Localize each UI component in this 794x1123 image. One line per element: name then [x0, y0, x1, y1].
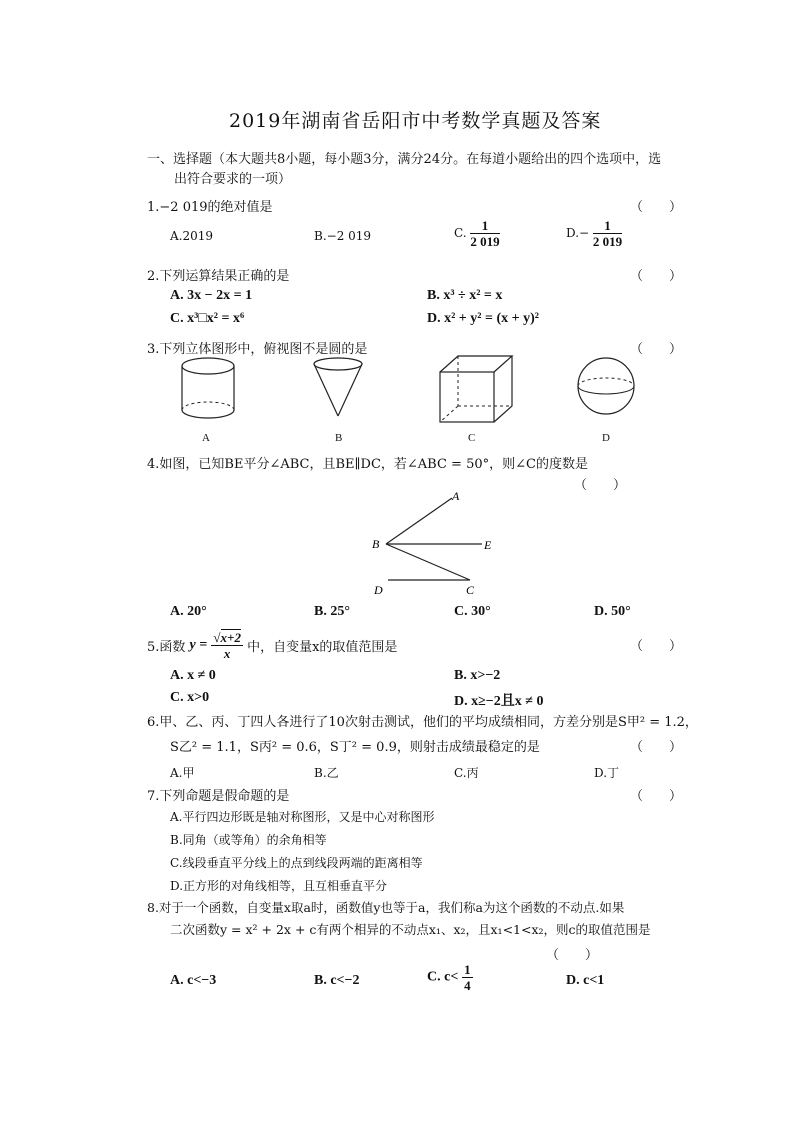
- q2-option-d: D. x² + y² = (x + y)²: [427, 311, 539, 326]
- q2-option-c: C. x³□x² = x⁶: [170, 311, 245, 326]
- q1-option-d-denominator: 2 019: [592, 234, 623, 249]
- sqrt-icon: √: [213, 630, 221, 645]
- q4-option-d: D. 50°: [594, 604, 631, 619]
- cylinder-figure: [176, 354, 240, 426]
- q8-option-d: D. c<1: [566, 973, 605, 988]
- q7-option-a: A.平行四边形既是轴对称图形，又是中心对称图形: [170, 810, 435, 824]
- q4-option-b: B. 25°: [314, 604, 350, 619]
- q1-option-c-fraction: [470, 218, 499, 249]
- q6-option-d: D.丁: [594, 766, 620, 780]
- q1-option-d-prefix: D.−: [566, 226, 590, 240]
- q8-answer-paren: （ ）: [546, 948, 599, 963]
- point-e-label: E: [484, 538, 492, 552]
- q8-option-c-prefix: C. c<: [427, 969, 459, 985]
- angle-diagram-icon: [366, 488, 506, 600]
- q2-option-a: A. 3x − 2x = 1: [170, 288, 253, 303]
- q5-formula-numerator: [211, 630, 243, 646]
- q7-option-c: C.线段垂直平分线上的点到线段两端的距离相等: [170, 856, 423, 870]
- page-title: 2019年湖南省岳阳市中考数学真题及答案: [229, 110, 602, 132]
- q4-option-c: C. 30°: [454, 604, 491, 619]
- q5-option-c: C. x>0: [170, 690, 210, 705]
- q1-option-c: [454, 218, 500, 249]
- q7-option-d: D.正方形的对角线相等，且互相垂直平分: [170, 879, 388, 893]
- q8-stem-line1: 8.对于一个函数，自变量x取a时，函数值y也等于a，我们称a为这个函数的不动点.如果: [147, 900, 625, 915]
- q2-answer-paren: （ ）: [630, 269, 683, 284]
- q1-option-c-denominator: 2 019: [470, 234, 500, 249]
- q1-answer-paren: （ ）: [630, 200, 683, 215]
- point-d-label: D: [374, 583, 383, 597]
- section-heading-cont: 出符合要求的一项）: [174, 172, 292, 187]
- q8-option-a: A. c<−3: [170, 973, 217, 988]
- point-a-label: A: [452, 489, 460, 503]
- angle-figure: [366, 488, 506, 600]
- q6-option-c: C.丙: [454, 766, 479, 780]
- point-b-label: B: [372, 537, 380, 551]
- cylinder-icon: [176, 354, 240, 426]
- q1-option-d-numerator: 1: [593, 218, 622, 234]
- q3-answer-paren: （ ）: [630, 342, 683, 357]
- q3-label-a: A: [202, 432, 210, 444]
- q5-answer-paren: （ ）: [630, 639, 683, 654]
- q4-option-a: A. 20°: [170, 604, 207, 619]
- q1-option-d: [566, 218, 622, 249]
- q8-option-c-fraction: [462, 962, 473, 993]
- q1-option-d-fraction: [593, 218, 622, 249]
- q1-option-c-numerator: 1: [470, 218, 499, 234]
- q7-stem: 7.下列命题是假命题的是: [147, 789, 290, 804]
- q5-formula-lhs: y =: [189, 637, 208, 653]
- q7-option-b: B.同角（或等角）的余角相等: [170, 833, 327, 847]
- q1-option-a: A.2019: [170, 229, 214, 243]
- q4-stem: 4.如图，已知BE平分∠ABC，且BE∥DC，若∠ABC = 50°，则∠C的度数是: [147, 457, 588, 472]
- q7-answer-paren: （ ）: [630, 789, 683, 804]
- q4-answer-paren: （ ）: [574, 478, 627, 493]
- q3-label-c: C: [468, 432, 476, 444]
- q5-option-d: D. x≥−2且x ≠ 0: [454, 694, 544, 709]
- q1-option-b: B.−2 019: [314, 229, 372, 243]
- q3-label-d: D: [602, 432, 610, 444]
- q6-option-a: A.甲: [170, 766, 195, 780]
- q8-option-c-numerator: 1: [464, 962, 471, 977]
- sphere-figure: [574, 354, 638, 418]
- q6-stem-line1: 6.甲、乙、丙、丁四人各进行了10次射击测试，他们的平均成绩相同，方差分别是S甲² = 1.2，: [147, 715, 698, 730]
- q5-option-a: A. x ≠ 0: [170, 668, 216, 683]
- q8-option-c: [427, 962, 473, 993]
- q5-stem-prefix: 5.函数: [147, 640, 186, 655]
- q5-formula-radicand: x+2: [220, 630, 241, 645]
- q5-formula-fraction: [211, 630, 243, 661]
- q5-stem: [147, 630, 397, 661]
- cone-figure: [310, 354, 366, 420]
- section-heading: 一、选择题（本大题共8小题，每小题3分，满分24分。在每道小题给出的四个选项中，选: [147, 152, 662, 167]
- q2-stem: 2.下列运算结果正确的是: [147, 269, 290, 284]
- q3-stem: 3.下列立体图形中，俯视图不是圆的是: [147, 342, 368, 357]
- q8-option-b: B. c<−2: [314, 973, 360, 988]
- q6-stem-line2: S乙² = 1.1，S丙² = 0.6，S丁² = 0.9，则射击成绩最稳定的是: [170, 740, 540, 755]
- q6-option-b: B.乙: [314, 766, 339, 780]
- q2-option-b: B. x³ ÷ x² = x: [427, 288, 503, 303]
- cone-icon: [310, 354, 366, 420]
- q5-stem-suffix: 中，自变量x的取值范围是: [247, 640, 398, 655]
- q6-answer-paren: （ ）: [630, 740, 683, 755]
- q5-option-b: B. x>−2: [454, 668, 501, 683]
- q8-stem-line2: 二次函数y = x² + 2x + c有两个相异的不动点x₁、x₂，且x₁<1<x₂，则c的取值范围是: [170, 922, 651, 937]
- sphere-icon: [574, 354, 638, 418]
- q3-label-b: B: [335, 432, 343, 444]
- cube-icon: [436, 352, 516, 426]
- cube-figure: [436, 352, 516, 426]
- q5-formula-denominator: x: [223, 646, 231, 661]
- q8-option-c-denominator: 4: [464, 978, 471, 993]
- point-c-label: C: [466, 583, 475, 597]
- q1-option-c-prefix: C.: [454, 226, 467, 240]
- q1-stem: 1.−2 019的绝对值是: [147, 200, 273, 215]
